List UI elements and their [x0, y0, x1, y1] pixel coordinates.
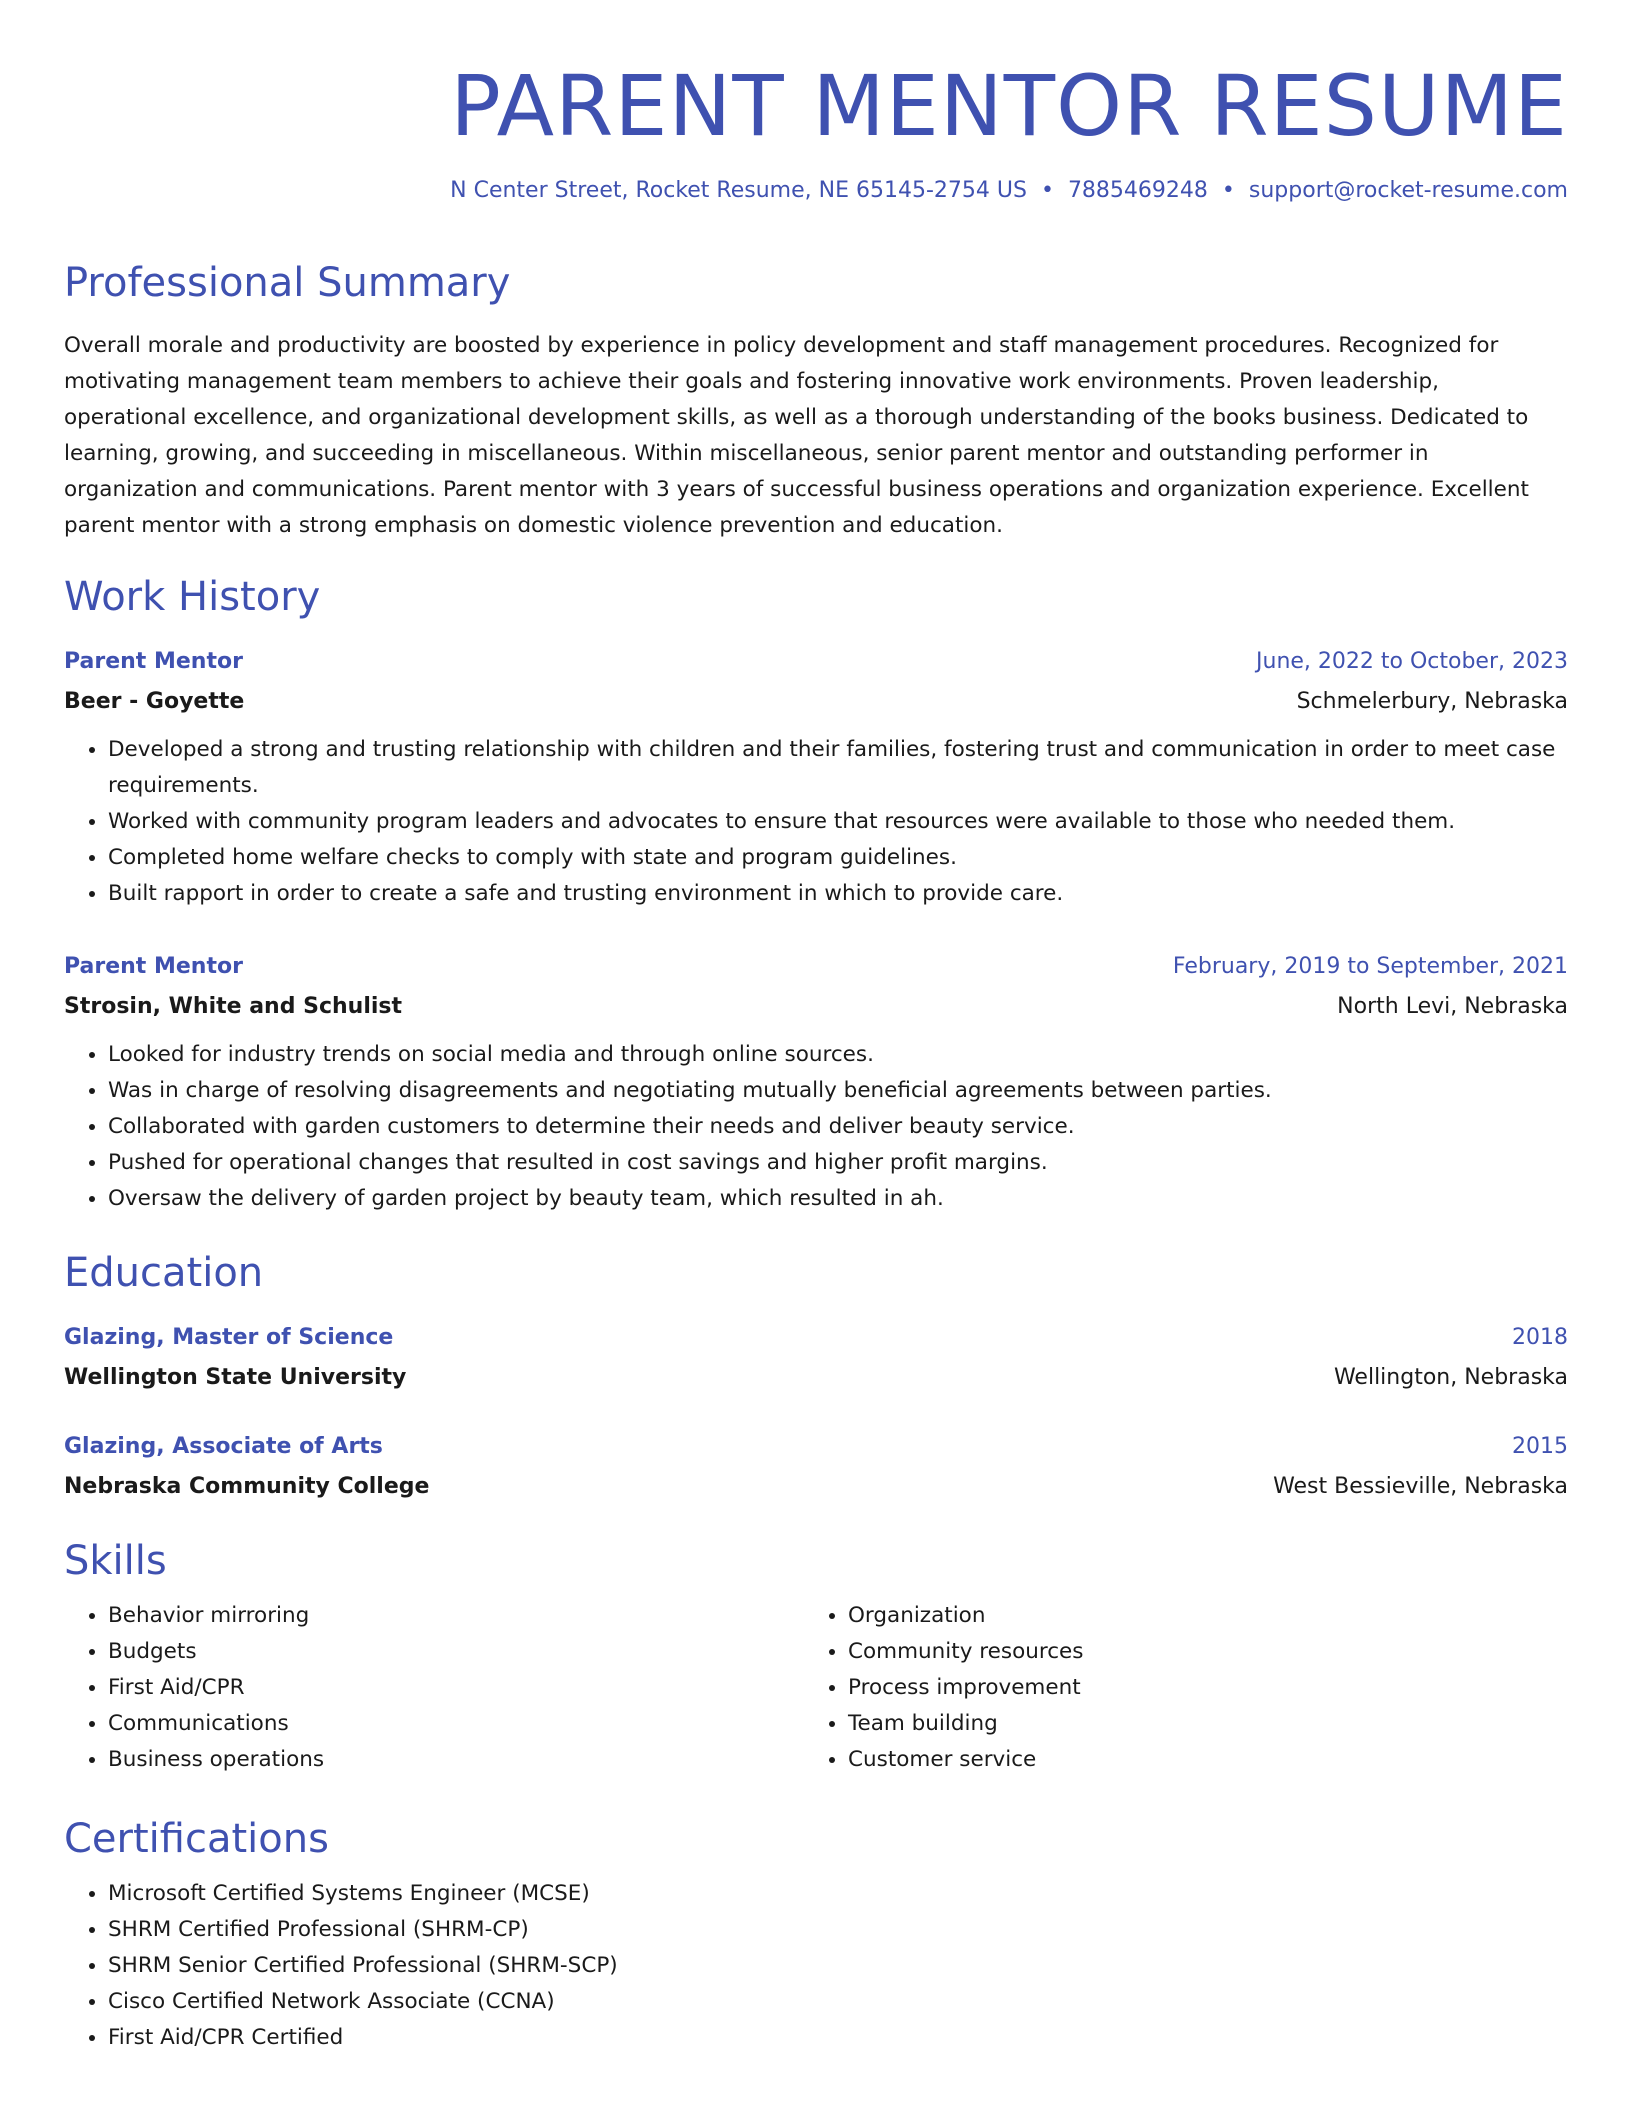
list-item: • Collaborated with garden customers to determine their needs and deliver beauty service.: [108, 1109, 1568, 1145]
skills-grid: [64, 1598, 1568, 1778]
education-section: [64, 1248, 1568, 1298]
job-company: Strosin, White and Schulist: [64, 994, 403, 1019]
list-item: • Behavior mirroring: [108, 1598, 804, 1634]
summary-text: Overall morale and productivity are boosted by experience in policy development and staff management procedures. Recognized for motivating management team members to achieve their goals and fostering innovative work environments. Proven leadership, operational excellence, and organizational development skills, as well as a thorough understanding of the books business. Dedicated to learning, growing, and succeeding in miscellaneous. Within miscellaneous, senior parent mentor and outstanding performer in organization and communications. Parent mentor with 3 years of successful business operations and organization experience. Excellent parent mentor with a strong emphasis on domestic violence prevention and education.: [64, 333, 1529, 538]
education-header-row: [64, 1318, 1568, 1358]
education-school: Nebraska Community College: [64, 1474, 430, 1499]
skills-list: [804, 1598, 1544, 1778]
education-year: 2018: [1512, 1325, 1568, 1350]
section-heading-work-history: Work History: [64, 574, 321, 620]
job-header-row: [64, 947, 1568, 987]
contact-separator: •: [1221, 178, 1235, 203]
job-header-row: [64, 642, 1568, 682]
list-item: • SHRM Senior Certified Professional (SHRM-SCP): [108, 1948, 1568, 1984]
list-item: • Process improvement: [848, 1670, 1544, 1706]
job-title: Parent Mentor: [64, 649, 243, 674]
list-item: • Pushed for operational changes that resulted in cost savings and higher profit margins.: [108, 1145, 1568, 1181]
section-heading-summary: Professional Summary: [64, 260, 511, 306]
contact-line: [450, 176, 1568, 206]
section-heading-skills: Skills: [64, 1538, 167, 1584]
list-item: • Oversaw the delivery of garden project by beauty team, which resulted in ah.: [108, 1181, 1568, 1217]
education-degree: Glazing, Master of Science: [64, 1325, 394, 1350]
education-entry: [64, 1427, 1568, 1507]
education-location: Wellington, Nebraska: [1333, 1365, 1568, 1390]
certifications-section: [64, 1814, 1568, 2056]
resume-title: PARENT MENTOR RESUME: [450, 57, 1568, 155]
list-item: • First Aid/CPR Certified: [108, 2020, 1568, 2056]
list-item: • First Aid/CPR: [108, 1670, 804, 1706]
list-item: • Was in charge of resolving disagreements and negotiating mutually beneficial agreements between parties.: [108, 1073, 1568, 1109]
job-entry: [64, 642, 1568, 912]
job-bullet-list: [64, 1037, 1568, 1217]
education-school-row: [64, 1358, 1568, 1398]
summary-section: [64, 258, 1568, 544]
job-dates: February, 2019 to September, 2021: [1172, 954, 1568, 979]
education-header-row: [64, 1427, 1568, 1467]
skills-column-right: [804, 1598, 1544, 1778]
list-item: • Worked with community program leaders and advocates to ensure that resources were available to those who needed them.: [108, 804, 1568, 840]
list-item: • Developed a strong and trusting relationship with children and their families, fostering trust and communication in order to meet case requirements.: [108, 732, 1568, 804]
job-location: Schmelerbury, Nebraska: [1296, 689, 1568, 714]
job-company: Beer - Goyette: [64, 689, 245, 714]
job-entry: [64, 947, 1568, 1217]
education-location: West Bessieville, Nebraska: [1273, 1474, 1568, 1499]
education-school: Wellington State University: [64, 1365, 407, 1390]
skills-column-left: [64, 1598, 804, 1778]
job-title: Parent Mentor: [64, 954, 243, 979]
certifications-list: [64, 1876, 1568, 2056]
list-item: • Budgets: [108, 1634, 804, 1670]
job-company-row: [64, 682, 1568, 722]
list-item: • Completed home welfare checks to comply with state and program guidelines.: [108, 840, 1568, 876]
list-item: • Microsoft Certified Systems Engineer (MCSE): [108, 1876, 1568, 1912]
contact-email: support@rocket-resume.com: [1248, 178, 1568, 203]
list-item: • Community resources: [848, 1634, 1544, 1670]
section-heading-certifications: Certifications: [64, 1816, 329, 1862]
contact-separator: •: [1040, 178, 1054, 203]
education-school-row: [64, 1467, 1568, 1507]
skills-section: [64, 1536, 1568, 1778]
job-location: North Levi, Nebraska: [1337, 994, 1568, 1019]
list-item: • Cisco Certified Network Associate (CCNA): [108, 1984, 1568, 2020]
work-history-section: [64, 572, 1568, 622]
list-item: • SHRM Certified Professional (SHRM-CP): [108, 1912, 1568, 1948]
contact-address: N Center Street, Rocket Resume, NE 65145-2754 US: [450, 178, 1027, 203]
job-bullet-list: [64, 732, 1568, 912]
contact-phone: 7885469248: [1067, 178, 1208, 203]
education-entry: [64, 1318, 1568, 1398]
list-item: • Built rapport in order to create a safe and trusting environment in which to provide care.: [108, 876, 1568, 912]
job-dates: June, 2022 to October, 2023: [1256, 649, 1568, 674]
list-item: • Looked for industry trends on social media and through online sources.: [108, 1037, 1568, 1073]
education-year: 2015: [1512, 1434, 1568, 1459]
list-item: • Business operations: [108, 1742, 804, 1778]
skills-list: [64, 1598, 804, 1778]
list-item: • Communications: [108, 1706, 804, 1742]
education-degree: Glazing, Associate of Arts: [64, 1434, 383, 1459]
job-company-row: [64, 987, 1568, 1027]
list-item: • Customer service: [848, 1742, 1544, 1778]
section-heading-education: Education: [64, 1250, 264, 1296]
list-item: • Organization: [848, 1598, 1544, 1634]
list-item: • Team building: [848, 1706, 1544, 1742]
